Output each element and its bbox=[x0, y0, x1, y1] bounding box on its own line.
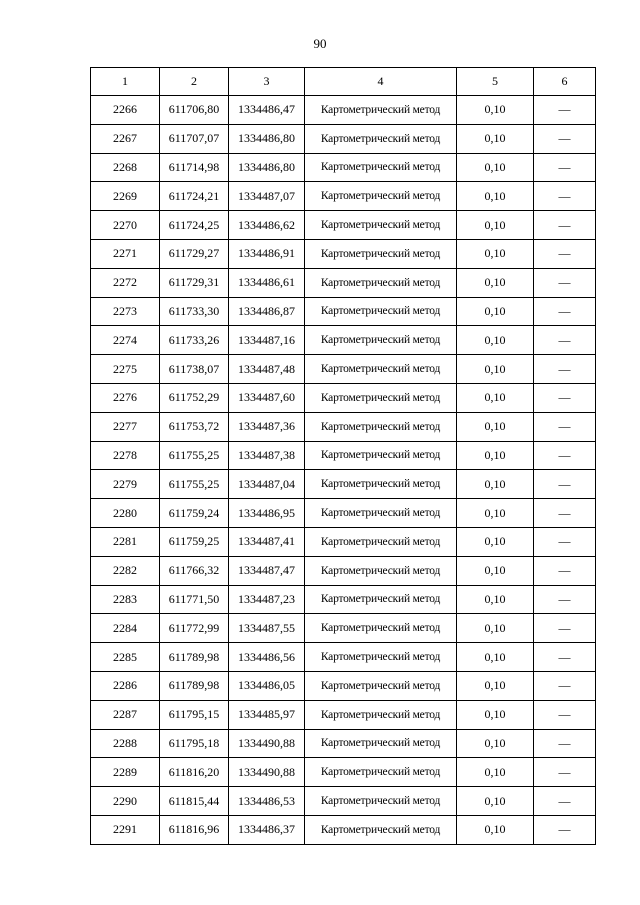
accuracy-cell: 0,10 bbox=[457, 787, 534, 816]
table-row bbox=[91, 124, 596, 153]
table-row bbox=[91, 643, 596, 672]
note-cell: — bbox=[534, 297, 596, 326]
x-coordinate-cell: 611816,20 bbox=[160, 758, 229, 787]
accuracy-cell: 0,10 bbox=[457, 643, 534, 672]
point-number-cell: 2282 bbox=[91, 556, 160, 585]
x-coordinate-cell: 611815,44 bbox=[160, 787, 229, 816]
column-header: 1 bbox=[91, 68, 160, 96]
note-cell: — bbox=[534, 124, 596, 153]
table-header-row bbox=[91, 68, 596, 96]
x-coordinate-cell: 611752,29 bbox=[160, 383, 229, 412]
note-cell: — bbox=[534, 96, 596, 125]
x-coordinate-cell: 611759,25 bbox=[160, 527, 229, 556]
y-coordinate-cell: 1334486,91 bbox=[229, 239, 305, 268]
point-number-cell: 2281 bbox=[91, 527, 160, 556]
point-number-cell: 2273 bbox=[91, 297, 160, 326]
table-row bbox=[91, 527, 596, 556]
point-number-cell: 2290 bbox=[91, 787, 160, 816]
y-coordinate-cell: 1334486,62 bbox=[229, 211, 305, 240]
point-number-cell: 2289 bbox=[91, 758, 160, 787]
y-coordinate-cell: 1334486,56 bbox=[229, 643, 305, 672]
table-row bbox=[91, 326, 596, 355]
accuracy-cell: 0,10 bbox=[457, 758, 534, 787]
note-cell: — bbox=[534, 153, 596, 182]
table-row bbox=[91, 700, 596, 729]
note-cell: — bbox=[534, 815, 596, 844]
point-number-cell: 2266 bbox=[91, 96, 160, 125]
method-cell: Картометрический метод bbox=[305, 585, 457, 614]
method-cell: Картометрический метод bbox=[305, 211, 457, 240]
x-coordinate-cell: 611766,32 bbox=[160, 556, 229, 585]
table-row bbox=[91, 499, 596, 528]
x-coordinate-cell: 611789,98 bbox=[160, 671, 229, 700]
point-number-cell: 2270 bbox=[91, 211, 160, 240]
accuracy-cell: 0,10 bbox=[457, 614, 534, 643]
method-cell: Картометрический метод bbox=[305, 556, 457, 585]
accuracy-cell: 0,10 bbox=[457, 412, 534, 441]
point-number-cell: 2286 bbox=[91, 671, 160, 700]
x-coordinate-cell: 611738,07 bbox=[160, 355, 229, 384]
y-coordinate-cell: 1334487,36 bbox=[229, 412, 305, 441]
note-cell: — bbox=[534, 556, 596, 585]
x-coordinate-cell: 611755,25 bbox=[160, 441, 229, 470]
note-cell: — bbox=[534, 412, 596, 441]
x-coordinate-cell: 611724,25 bbox=[160, 211, 229, 240]
table-row bbox=[91, 787, 596, 816]
table-row bbox=[91, 182, 596, 211]
note-cell: — bbox=[534, 441, 596, 470]
method-cell: Картометрический метод bbox=[305, 239, 457, 268]
point-number-cell: 2283 bbox=[91, 585, 160, 614]
y-coordinate-cell: 1334487,04 bbox=[229, 470, 305, 499]
method-cell: Картометрический метод bbox=[305, 441, 457, 470]
note-cell: — bbox=[534, 268, 596, 297]
point-number-cell: 2288 bbox=[91, 729, 160, 758]
accuracy-cell: 0,10 bbox=[457, 326, 534, 355]
note-cell: — bbox=[534, 729, 596, 758]
table-header bbox=[91, 68, 596, 96]
point-number-cell: 2267 bbox=[91, 124, 160, 153]
table-row bbox=[91, 585, 596, 614]
point-number-cell: 2268 bbox=[91, 153, 160, 182]
x-coordinate-cell: 611753,72 bbox=[160, 412, 229, 441]
table-row bbox=[91, 729, 596, 758]
method-cell: Картометрический метод bbox=[305, 643, 457, 672]
y-coordinate-cell: 1334487,07 bbox=[229, 182, 305, 211]
method-cell: Картометрический метод bbox=[305, 787, 457, 816]
table-row bbox=[91, 671, 596, 700]
point-number-cell: 2269 bbox=[91, 182, 160, 211]
accuracy-cell: 0,10 bbox=[457, 153, 534, 182]
accuracy-cell: 0,10 bbox=[457, 182, 534, 211]
accuracy-cell: 0,10 bbox=[457, 729, 534, 758]
y-coordinate-cell: 1334487,38 bbox=[229, 441, 305, 470]
accuracy-cell: 0,10 bbox=[457, 268, 534, 297]
note-cell: — bbox=[534, 182, 596, 211]
x-coordinate-cell: 611706,80 bbox=[160, 96, 229, 125]
table-row bbox=[91, 412, 596, 441]
method-cell: Картометрический метод bbox=[305, 470, 457, 499]
table-row bbox=[91, 96, 596, 125]
point-number-cell: 2285 bbox=[91, 643, 160, 672]
accuracy-cell: 0,10 bbox=[457, 441, 534, 470]
accuracy-cell: 0,10 bbox=[457, 527, 534, 556]
note-cell: — bbox=[534, 326, 596, 355]
method-cell: Картометрический метод bbox=[305, 182, 457, 211]
table-row bbox=[91, 355, 596, 384]
y-coordinate-cell: 1334486,05 bbox=[229, 671, 305, 700]
method-cell: Картометрический метод bbox=[305, 96, 457, 125]
column-header: 6 bbox=[534, 68, 596, 96]
table-row bbox=[91, 614, 596, 643]
accuracy-cell: 0,10 bbox=[457, 124, 534, 153]
method-cell: Картометрический метод bbox=[305, 815, 457, 844]
coordinates-table bbox=[90, 67, 596, 845]
table-row bbox=[91, 556, 596, 585]
note-cell: — bbox=[534, 643, 596, 672]
y-coordinate-cell: 1334486,37 bbox=[229, 815, 305, 844]
y-coordinate-cell: 1334486,80 bbox=[229, 153, 305, 182]
table-row bbox=[91, 383, 596, 412]
x-coordinate-cell: 611772,99 bbox=[160, 614, 229, 643]
y-coordinate-cell: 1334487,47 bbox=[229, 556, 305, 585]
point-number-cell: 2291 bbox=[91, 815, 160, 844]
point-number-cell: 2287 bbox=[91, 700, 160, 729]
y-coordinate-cell: 1334487,23 bbox=[229, 585, 305, 614]
method-cell: Картометрический метод bbox=[305, 326, 457, 355]
point-number-cell: 2274 bbox=[91, 326, 160, 355]
x-coordinate-cell: 611714,98 bbox=[160, 153, 229, 182]
accuracy-cell: 0,10 bbox=[457, 297, 534, 326]
point-number-cell: 2280 bbox=[91, 499, 160, 528]
column-header: 4 bbox=[305, 68, 457, 96]
y-coordinate-cell: 1334490,88 bbox=[229, 758, 305, 787]
method-cell: Картометрический метод bbox=[305, 614, 457, 643]
accuracy-cell: 0,10 bbox=[457, 383, 534, 412]
page-number: 90 bbox=[313, 36, 327, 51]
x-coordinate-cell: 611733,26 bbox=[160, 326, 229, 355]
method-cell: Картометрический метод bbox=[305, 671, 457, 700]
x-coordinate-cell: 611733,30 bbox=[160, 297, 229, 326]
method-cell: Картометрический метод bbox=[305, 383, 457, 412]
x-coordinate-cell: 611724,21 bbox=[160, 182, 229, 211]
note-cell: — bbox=[534, 527, 596, 556]
x-coordinate-cell: 611707,07 bbox=[160, 124, 229, 153]
method-cell: Картометрический метод bbox=[305, 153, 457, 182]
note-cell: — bbox=[534, 787, 596, 816]
note-cell: — bbox=[534, 585, 596, 614]
method-cell: Картометрический метод bbox=[305, 499, 457, 528]
table-row bbox=[91, 268, 596, 297]
table-body bbox=[91, 96, 596, 845]
note-cell: — bbox=[534, 499, 596, 528]
x-coordinate-cell: 611755,25 bbox=[160, 470, 229, 499]
y-coordinate-cell: 1334486,47 bbox=[229, 96, 305, 125]
x-coordinate-cell: 611795,18 bbox=[160, 729, 229, 758]
method-cell: Картометрический метод bbox=[305, 355, 457, 384]
y-coordinate-cell: 1334487,41 bbox=[229, 527, 305, 556]
x-coordinate-cell: 611759,24 bbox=[160, 499, 229, 528]
point-number-cell: 2284 bbox=[91, 614, 160, 643]
method-cell: Картометрический метод bbox=[305, 268, 457, 297]
accuracy-cell: 0,10 bbox=[457, 239, 534, 268]
note-cell: — bbox=[534, 758, 596, 787]
method-cell: Картометрический метод bbox=[305, 700, 457, 729]
method-cell: Картометрический метод bbox=[305, 124, 457, 153]
method-cell: Картометрический метод bbox=[305, 527, 457, 556]
method-cell: Картометрический метод bbox=[305, 297, 457, 326]
x-coordinate-cell: 611729,27 bbox=[160, 239, 229, 268]
point-number-cell: 2272 bbox=[91, 268, 160, 297]
accuracy-cell: 0,10 bbox=[457, 700, 534, 729]
accuracy-cell: 0,10 bbox=[457, 355, 534, 384]
method-cell: Картометрический метод bbox=[305, 729, 457, 758]
y-coordinate-cell: 1334486,87 bbox=[229, 297, 305, 326]
y-coordinate-cell: 1334486,53 bbox=[229, 787, 305, 816]
point-number-cell: 2278 bbox=[91, 441, 160, 470]
note-cell: — bbox=[534, 211, 596, 240]
table-row bbox=[91, 815, 596, 844]
table-row bbox=[91, 297, 596, 326]
note-cell: — bbox=[534, 671, 596, 700]
column-header: 5 bbox=[457, 68, 534, 96]
note-cell: — bbox=[534, 383, 596, 412]
accuracy-cell: 0,10 bbox=[457, 556, 534, 585]
column-header: 2 bbox=[160, 68, 229, 96]
y-coordinate-cell: 1334487,55 bbox=[229, 614, 305, 643]
note-cell: — bbox=[534, 700, 596, 729]
accuracy-cell: 0,10 bbox=[457, 499, 534, 528]
accuracy-cell: 0,10 bbox=[457, 211, 534, 240]
table-row bbox=[91, 211, 596, 240]
y-coordinate-cell: 1334486,80 bbox=[229, 124, 305, 153]
y-coordinate-cell: 1334485,97 bbox=[229, 700, 305, 729]
table-row bbox=[91, 441, 596, 470]
table-row bbox=[91, 470, 596, 499]
accuracy-cell: 0,10 bbox=[457, 96, 534, 125]
accuracy-cell: 0,10 bbox=[457, 470, 534, 499]
y-coordinate-cell: 1334487,48 bbox=[229, 355, 305, 384]
method-cell: Картометрический метод bbox=[305, 758, 457, 787]
column-header: 3 bbox=[229, 68, 305, 96]
accuracy-cell: 0,10 bbox=[457, 671, 534, 700]
y-coordinate-cell: 1334487,16 bbox=[229, 326, 305, 355]
accuracy-cell: 0,10 bbox=[457, 585, 534, 614]
x-coordinate-cell: 611729,31 bbox=[160, 268, 229, 297]
x-coordinate-cell: 611816,96 bbox=[160, 815, 229, 844]
point-number-cell: 2276 bbox=[91, 383, 160, 412]
note-cell: — bbox=[534, 355, 596, 384]
y-coordinate-cell: 1334486,95 bbox=[229, 499, 305, 528]
y-coordinate-cell: 1334487,60 bbox=[229, 383, 305, 412]
accuracy-cell: 0,10 bbox=[457, 815, 534, 844]
x-coordinate-cell: 611795,15 bbox=[160, 700, 229, 729]
y-coordinate-cell: 1334486,61 bbox=[229, 268, 305, 297]
y-coordinate-cell: 1334490,88 bbox=[229, 729, 305, 758]
note-cell: — bbox=[534, 470, 596, 499]
note-cell: — bbox=[534, 239, 596, 268]
x-coordinate-cell: 611789,98 bbox=[160, 643, 229, 672]
point-number-cell: 2271 bbox=[91, 239, 160, 268]
point-number-cell: 2279 bbox=[91, 470, 160, 499]
table-row bbox=[91, 758, 596, 787]
point-number-cell: 2275 bbox=[91, 355, 160, 384]
table-row bbox=[91, 153, 596, 182]
method-cell: Картометрический метод bbox=[305, 412, 457, 441]
table-row bbox=[91, 239, 596, 268]
note-cell: — bbox=[534, 614, 596, 643]
point-number-cell: 2277 bbox=[91, 412, 160, 441]
x-coordinate-cell: 611771,50 bbox=[160, 585, 229, 614]
